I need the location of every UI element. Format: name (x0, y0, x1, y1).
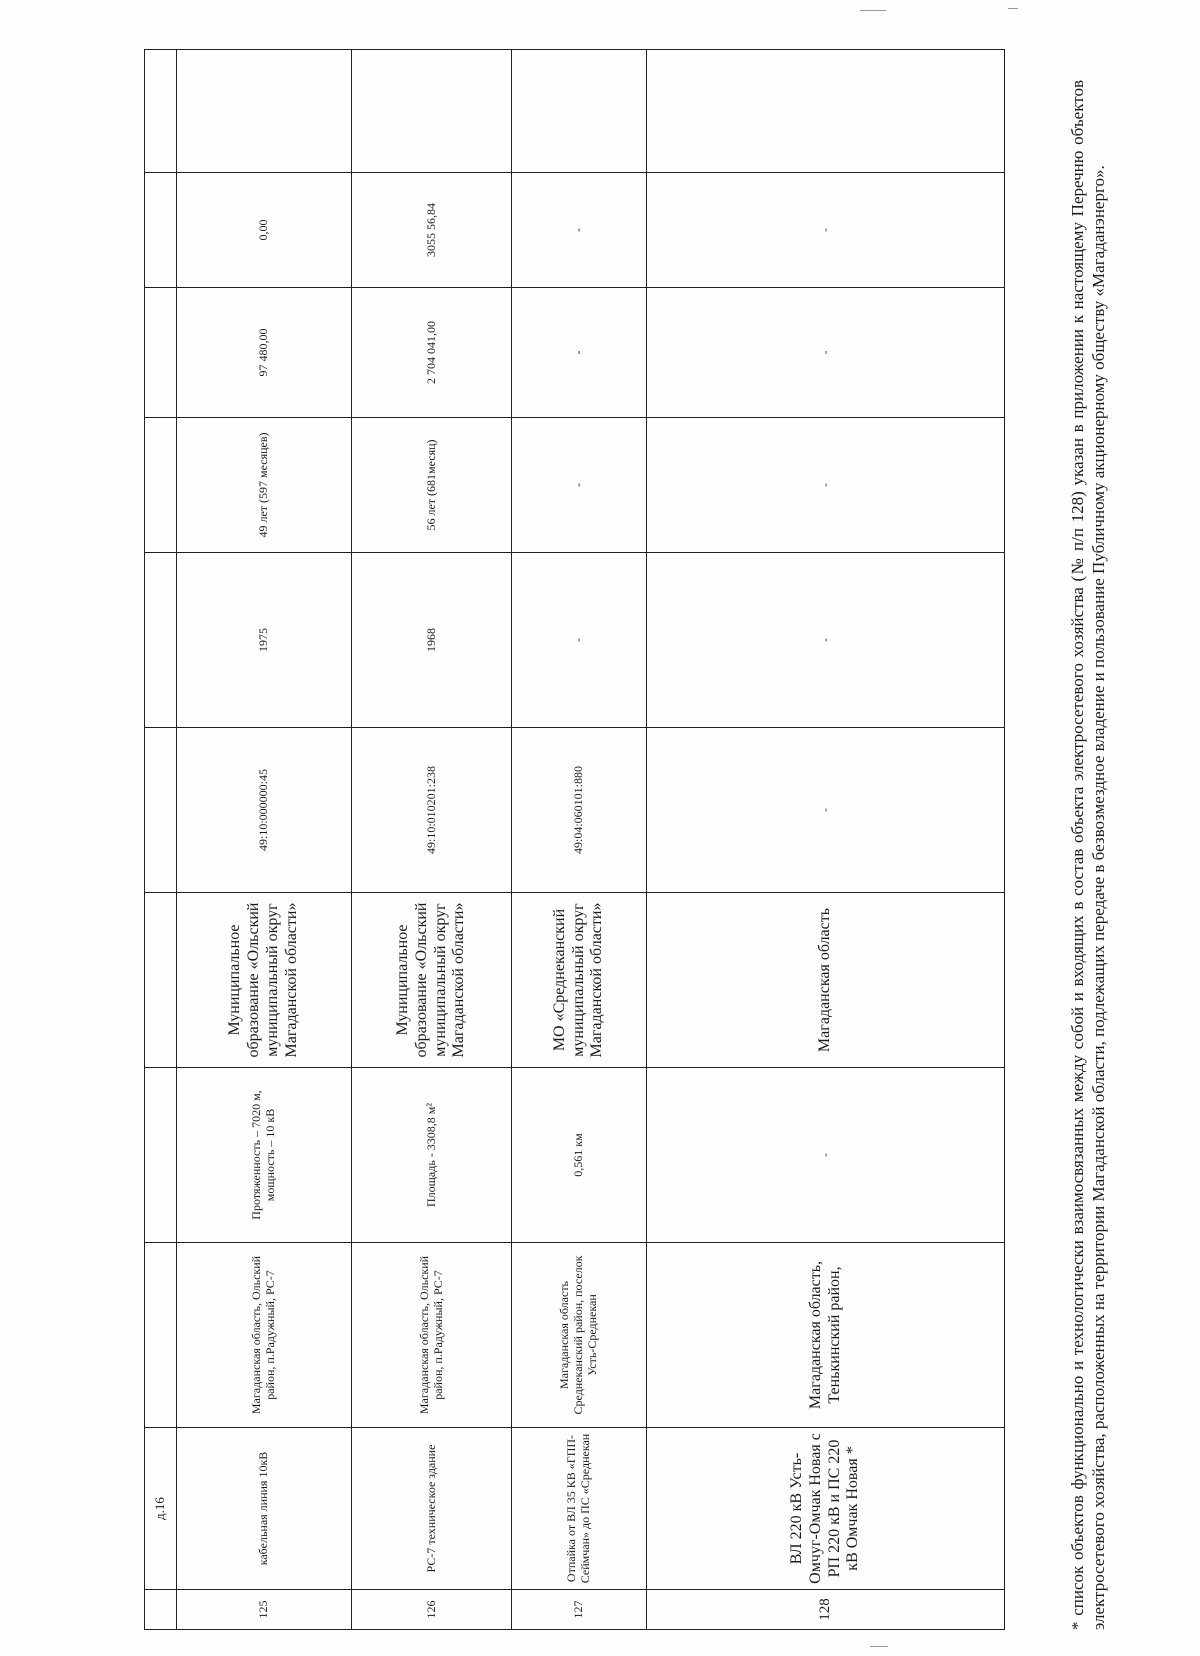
book-value: 97 480,00 (177, 288, 352, 418)
object-address: Магаданская область Среднеканский район, поселок Усть-Среднекан (512, 1243, 647, 1428)
residual-value: - (647, 173, 1005, 288)
header-cell (145, 418, 177, 553)
header-cell (145, 1243, 177, 1428)
objects-table (144, 49, 1005, 1630)
object-address: Магаданская область, Ольский район, п.Радужный, РС-7 (352, 1243, 512, 1428)
object-name: кабельная линия 10кВ (177, 1428, 352, 1590)
table-row (177, 50, 352, 1630)
residual-value: 3055 56,84 (352, 173, 512, 288)
header-cell (145, 553, 177, 728)
residual-value: - (512, 173, 647, 288)
object-characteristics: 0,561 км (512, 1068, 647, 1243)
object-characteristics: - (647, 1068, 1005, 1243)
residual-value: 0,00 (177, 173, 352, 288)
scan-speck (870, 1646, 888, 1647)
object-owner: МО «Среднеканский муниципальный округ Магаданской области» (512, 893, 647, 1068)
object-characteristics: Площадь - 3308,8 м² (352, 1068, 512, 1243)
cadastral-number: 49:10:000000:45 (177, 728, 352, 893)
commissioning-year: - (512, 553, 647, 728)
header-cell (145, 1590, 177, 1630)
service-life: - (512, 418, 647, 553)
row-number: 125 (177, 1590, 352, 1630)
header-cell (145, 728, 177, 893)
row-number: 127 (512, 1590, 647, 1630)
cadastral-number: - (647, 728, 1005, 893)
header-cell (145, 1068, 177, 1243)
object-name: Отпайка от ВЛ 35 КВ «ГПП-Сеймчан» до ПС «Среднекан (512, 1428, 647, 1590)
commissioning-year: - (647, 553, 1005, 728)
header-cell (145, 893, 177, 1068)
scan-speck (1008, 8, 1018, 9)
header-continuation: д.16 (145, 1428, 177, 1590)
empty-cell (647, 50, 1005, 173)
table-row (647, 50, 1005, 1630)
empty-cell (352, 50, 512, 173)
object-name: ВЛ 220 кВ Усть-Омчуг-Омчак Новая с РП 220 кВ и ПС 220 кВ Омчак Новая * (647, 1428, 1005, 1590)
empty-cell (512, 50, 647, 173)
book-value: 2 704 041,00 (352, 288, 512, 418)
book-value: - (512, 288, 647, 418)
commissioning-year: 1968 (352, 553, 512, 728)
service-life: 56 лет (681месяц) (352, 418, 512, 553)
service-life: - (647, 418, 1005, 553)
table-row (352, 50, 512, 1630)
table-row (512, 50, 647, 1630)
commissioning-year: 1975 (177, 553, 352, 728)
scan-speck (860, 10, 886, 11)
object-address: Магаданская область, Ольский район, п.Радужный, РС-7 (177, 1243, 352, 1428)
object-characteristics: Протяженность – 7020 м, мощность – 10 кВ (177, 1068, 352, 1243)
header-cell (145, 173, 177, 288)
cadastral-number: 49:04:060101:880 (512, 728, 647, 893)
rotated-table-wrapper (144, 50, 1004, 1630)
object-owner: Муниципальное образование «Ольский муниципальный округ Магаданской области» (177, 893, 352, 1068)
book-value: - (647, 288, 1005, 418)
object-owner: Магаданская область (647, 893, 1005, 1068)
empty-cell (177, 50, 352, 173)
header-cell (145, 50, 177, 173)
row-number: 128 (647, 1590, 1005, 1630)
row-number: 126 (352, 1590, 512, 1630)
object-address: Магаданская область, Тенькинский район, (647, 1243, 1005, 1428)
cadastral-number: 49:10:010201:238 (352, 728, 512, 893)
service-life: 49 лет (597 месяцев) (177, 418, 352, 553)
object-owner: Муниципальное образование «Ольский муниципальный округ Магаданской области» (352, 893, 512, 1068)
object-name: РС-7 техническое здание (352, 1428, 512, 1590)
footnote: * список объектов функционально и технологически взаимосвязанных между собой и входящих в состав объекта электросетевого хозяйства (№ п/п 128) указан в приложении к настоящему Перечню объектов электросетевого хозяйства, расположенных на территории Магаданской области, подлежащих передаче в безвозмездное владение и пользование Публичному акционерному обществу «Магаданэнерго». (1068, 80, 1108, 1630)
table-header-row (145, 50, 177, 1630)
header-cell (145, 288, 177, 418)
